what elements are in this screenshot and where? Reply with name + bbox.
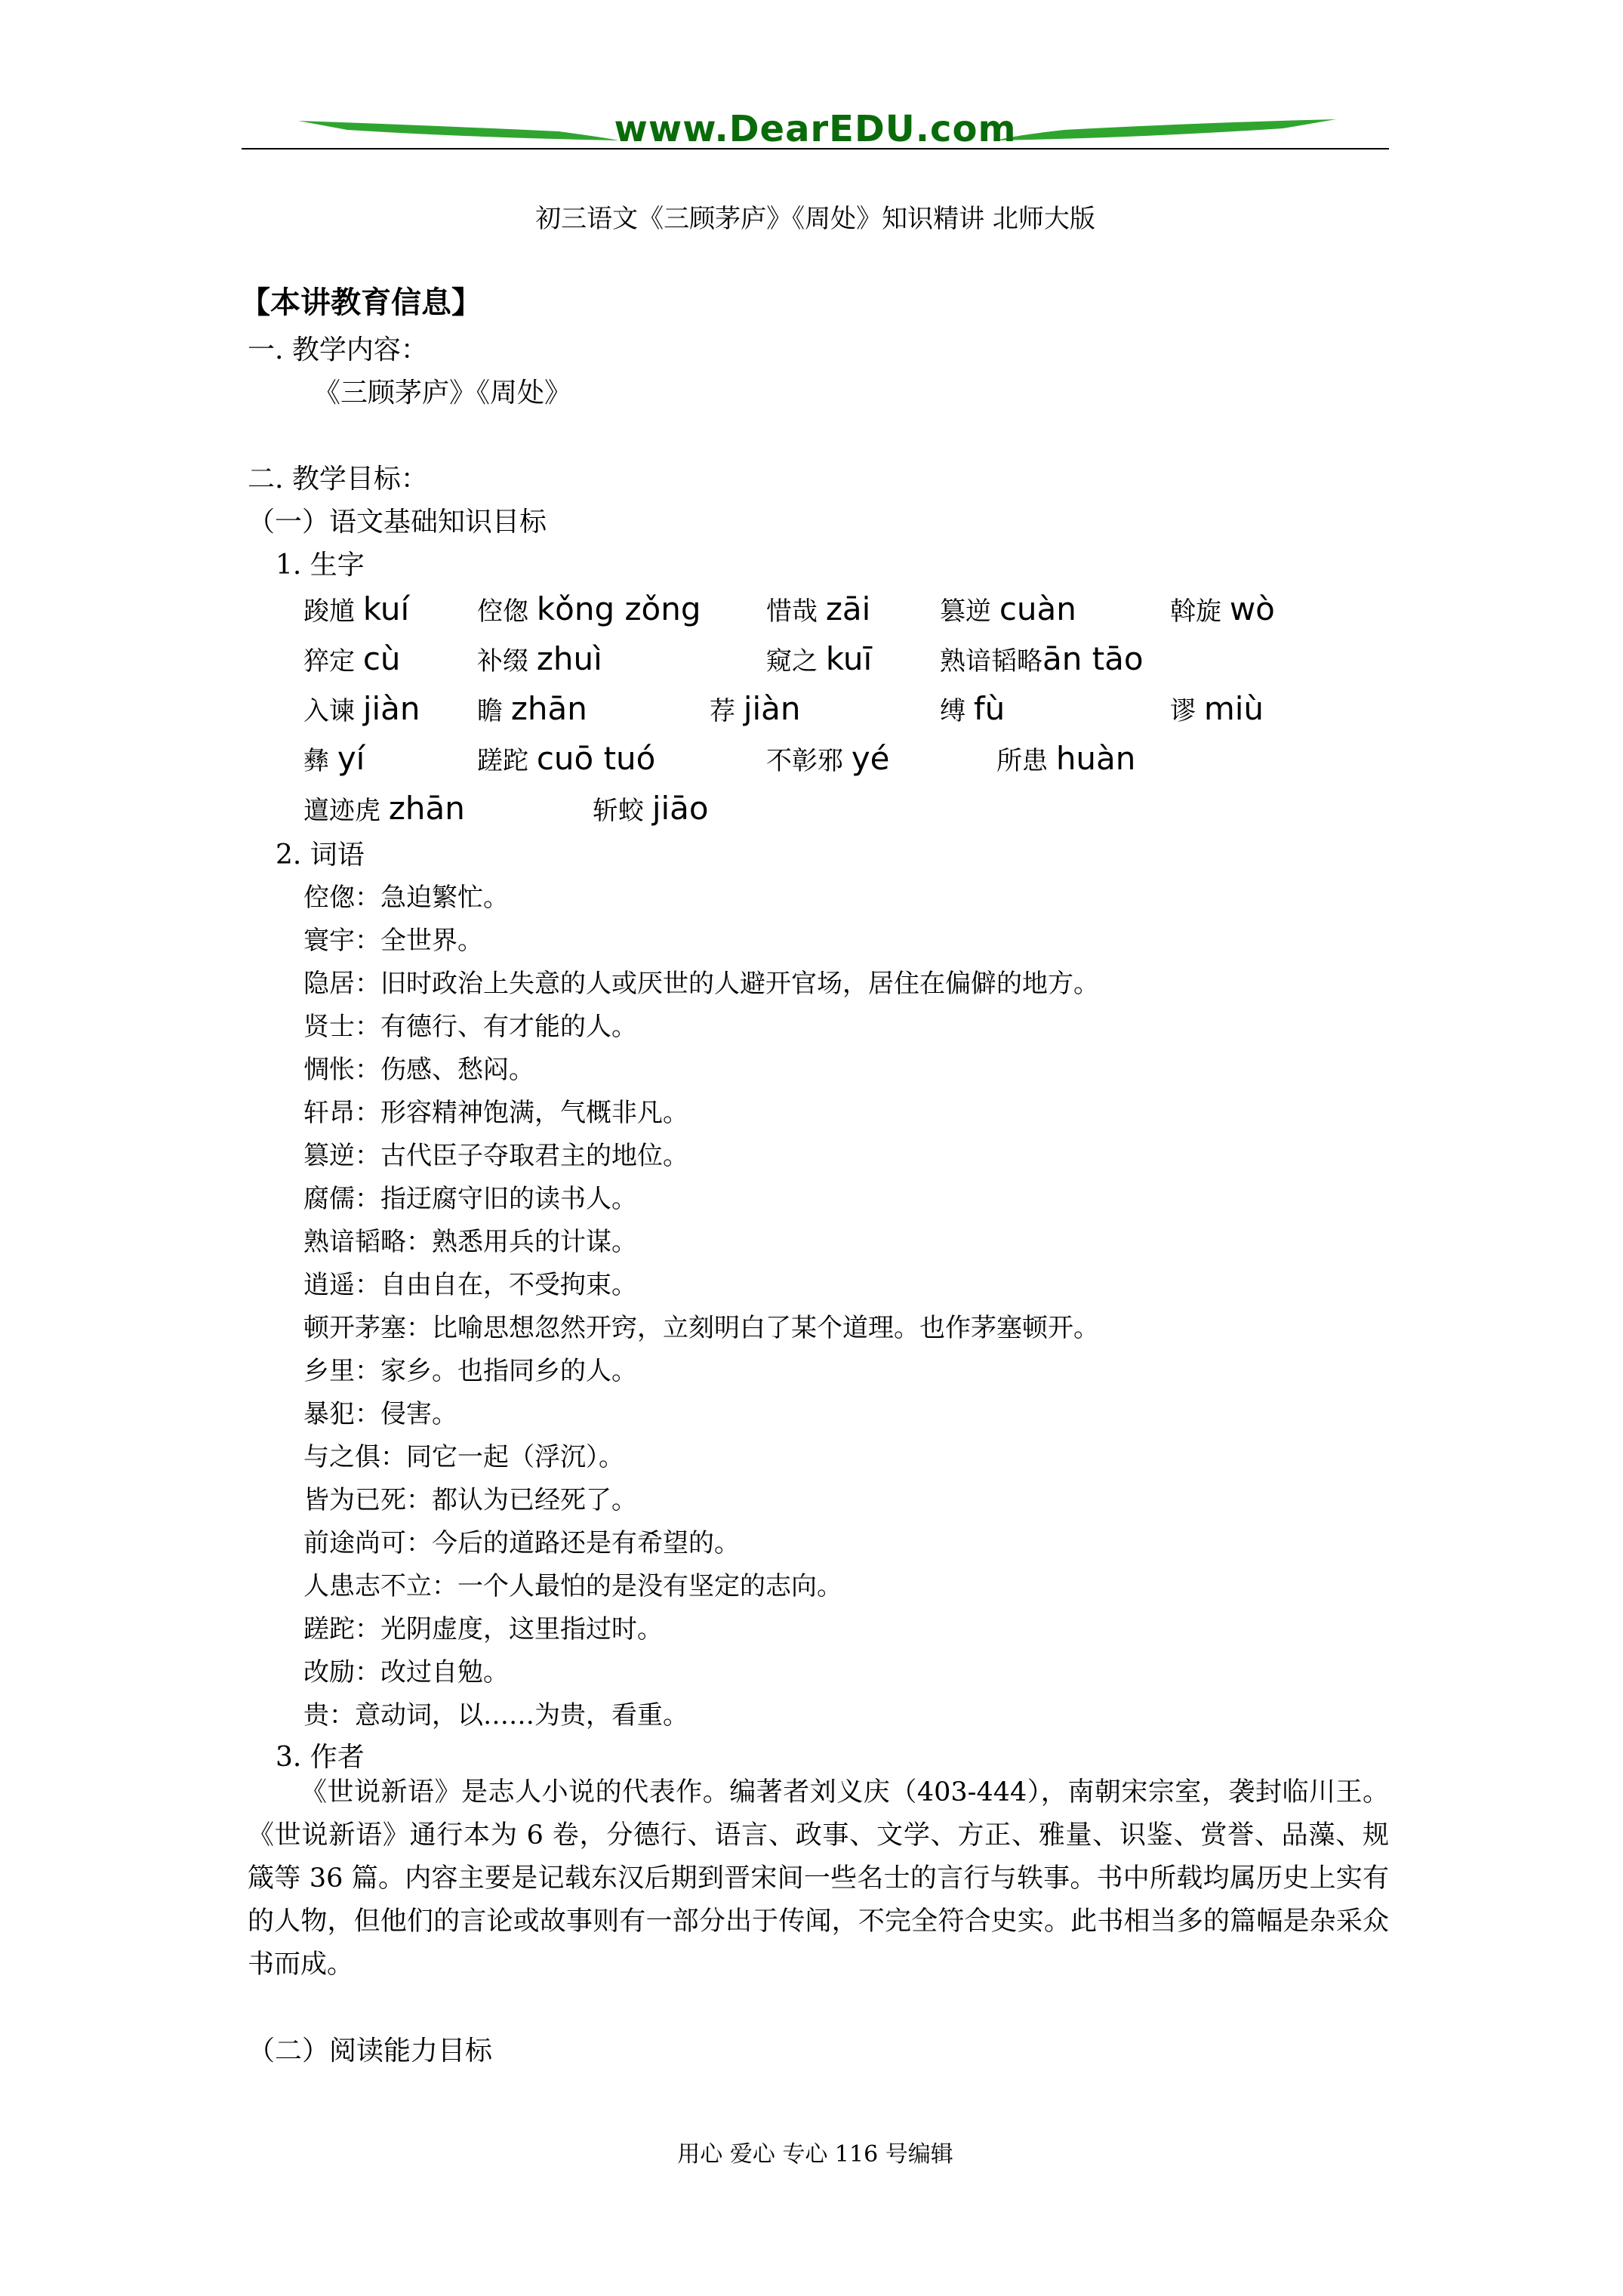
vocab-item: 篡逆 cuàn [940,590,1076,627]
author-paragraph: 《世说新语》是志人小说的代表作。编著者刘义庆（403-444），南朝宋宗室，袭封临川王。《世说新语》通行本为 6 卷，分德行、语言、政事、文学、方正、雅量、识鉴、赏誉、品藻、规箴等 36 篇。内容主要是记载东汉后期到晋宋间一些名士的言行与轶事。书中所载均属历史上实有的人物，但他们的言论或故事则有一部分出于传闻，不完全符合史实。此书相当多的篇幅是杂采众书而成。 [248,1777,1389,1980]
vocab-item: 邅迹虎 zhān [303,790,465,827]
vocab-item: 窥之 kuī [766,640,873,677]
content-section-heading: 一. 教学内容： [248,334,428,365]
vocab-item: 蹉跎 cuō tuó [477,740,656,777]
vocab-item: 入谏 jiàn [303,690,420,727]
definition-item: 蹉跎：光阴虚度，这里指过时。 [303,1614,663,1644]
item-words: 2. 词语 [276,840,365,871]
definition-item: 逍遥：自由自在，不受拘束。 [303,1270,637,1300]
vocab-item: 踆馗 kuí [303,590,410,627]
header-rule [242,148,1389,149]
vocab-item: 荐 jiàn [710,690,801,727]
vocab-item: 所患 huàn [996,740,1136,777]
goals-sub-heading-2: （二）阅读能力目标 [248,2036,493,2066]
vocab-item: 补缀 zhuì [477,640,602,677]
vocab-item: 缚 fù [940,690,1006,727]
goals-section-heading: 二. 教学目标： [248,464,428,495]
vocab-item: 谬 miù [1170,690,1264,727]
vocab-item: 倥偬 kǒng zǒng [477,590,701,627]
definition-item: 寰宇：全世界。 [303,926,483,956]
definition-item: 前途尚可：今后的道路还是有希望的。 [303,1528,740,1558]
vocab-item: 斩蛟 jiāo [593,790,709,827]
vocab-item: 不彰邪 yé [766,740,890,777]
goals-sub-heading-1: （一）语文基础知识目标 [248,507,547,538]
info-heading: 【本讲教育信息】 [240,285,482,320]
definition-item: 隐居：旧时政治上失意的人或厌世的人避开官场，居住在偏僻的地方。 [303,969,1099,999]
vocab-item: 彝 yí [303,740,365,777]
definition-item: 暴犯：侵害。 [303,1399,457,1429]
definition-item: 乡里：家乡。也指同乡的人。 [303,1356,637,1386]
definition-item: 熟谙韬略：熟悉用兵的计谋。 [303,1227,637,1257]
definition-item: 贵：意动词，以……为贵，看重。 [303,1700,688,1730]
item-author: 3. 作者 [276,1742,365,1773]
definition-item: 与之俱：同它一起（浮沉）。 [303,1442,624,1472]
vocab-item: 瞻 zhān [477,690,587,727]
item-new-characters: 1. 生字 [276,550,365,581]
definition-item: 惆怅：伤感、愁闷。 [303,1055,534,1085]
vocab-item: 熟谙韬略ān tāo [940,640,1144,677]
definition-item: 人患志不立：一个人最怕的是没有坚定的志向。 [303,1571,842,1601]
document-title: 初三语文《三顾茅庐》《周处》知识精讲 北师大版 [535,204,1095,234]
site-logo-banner [242,98,1389,159]
page-footer: 用心 爱心 专心 116 号编辑 [677,2141,953,2168]
definition-item: 顿开茅塞：比喻思想忽然开窍，立刻明白了某个道理。也作茅塞顿开。 [303,1313,1099,1343]
vocab-item: 斡旋 wò [1170,590,1275,627]
definition-item: 轩昂：形容精神饱满，气概非凡。 [303,1098,688,1128]
vocab-item: 惜哉 zāi [766,590,871,627]
definition-item: 贤士：有德行、有才能的人。 [303,1012,637,1042]
logo-text: www.DearEDU.com [614,108,1017,150]
definition-item: 皆为已死：都认为已经死了。 [303,1485,637,1515]
definition-item: 篡逆：古代臣子夺取君主的地位。 [303,1141,688,1171]
definition-item: 倥偬：急迫繁忙。 [303,883,509,913]
vocab-item: 猝定 cù [303,640,401,677]
definition-item: 改励：改过自勉。 [303,1657,509,1687]
content-section-text: 《三顾茅庐》《周处》 [313,378,572,408]
definition-item: 腐儒：指迂腐守旧的读书人。 [303,1184,637,1214]
